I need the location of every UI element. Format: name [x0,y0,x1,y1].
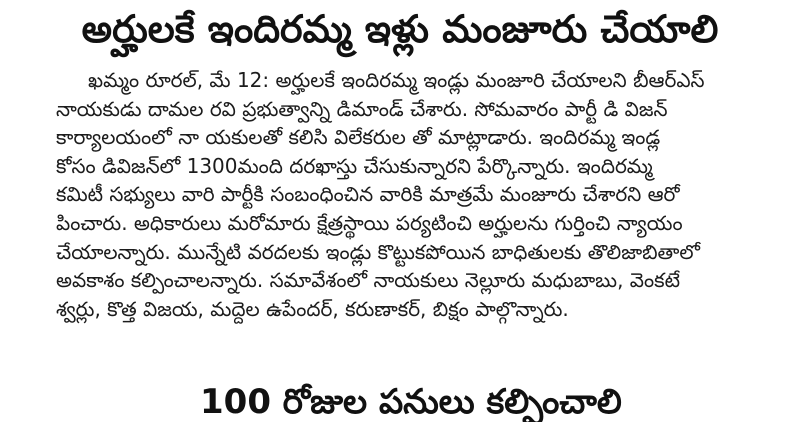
article-line: నాయకుడు దామల రవి ప్రభుత్వాన్ని డిమాండ్ చేశారు. సోమవారం పార్టీ డి విజన్ [56,96,668,121]
next-article-headline: 100 రోజుల పనులు కల్పించాలి [200,382,622,422]
article-line: కోసం డివిజన్‌లో 1300మంది దరఖాస్తు చేసుకున్నారని పేర్కొన్నారు. ఇందిరమ్మ [56,153,653,178]
article-body [56,66,800,382]
article-line: కమిటీ సభ్యులు వారి పార్టీకి సంబంధించిన వారికి మాత్రమే మంజూరు చేశారని ఆరో [56,182,680,207]
article-headline: అర్హులకే ఇందిరమ్మ ఇళ్లు మంజూరు చేయాలి [81,7,719,51]
article-line: చేయాలన్నారు. మున్నేటి వరదలకు ఇండ్లు కొట్టుకపోయిన బాధితులకు తొలిజాబితాలో [56,239,700,264]
article-line: ఖమ్మం రూరల్, మే 12: అర్హులకే ఇందిరమ్మ ఇండ్లు మంజూరి చేయాలని బీఆర్ఎస్ [88,68,705,92]
article-line: పించారు. అధికారులు మరోమారు క్షేత్రస్థాయి పర్యటించి అర్హులను గుర్తించి న్యాయం [56,210,683,235]
article-line: శ్వర్లు, కొత్త విజయ, మద్దెల ఉపేందర్, కరుణాకర్, బిక్షం పాల్గొన్నారు. [56,296,569,321]
article-line: కార్యాలయంలో నా యకులతో కలిసి విలేకరుల తో మాట్లాడారు. ఇందిరమ్మ ఇండ్ల [56,125,661,150]
article-line: అవకాశం కల్పించాలన్నారు. సమావేశంలో నాయకులు నెల్లూరు మధుబాబు, వెంకటే [56,268,681,293]
